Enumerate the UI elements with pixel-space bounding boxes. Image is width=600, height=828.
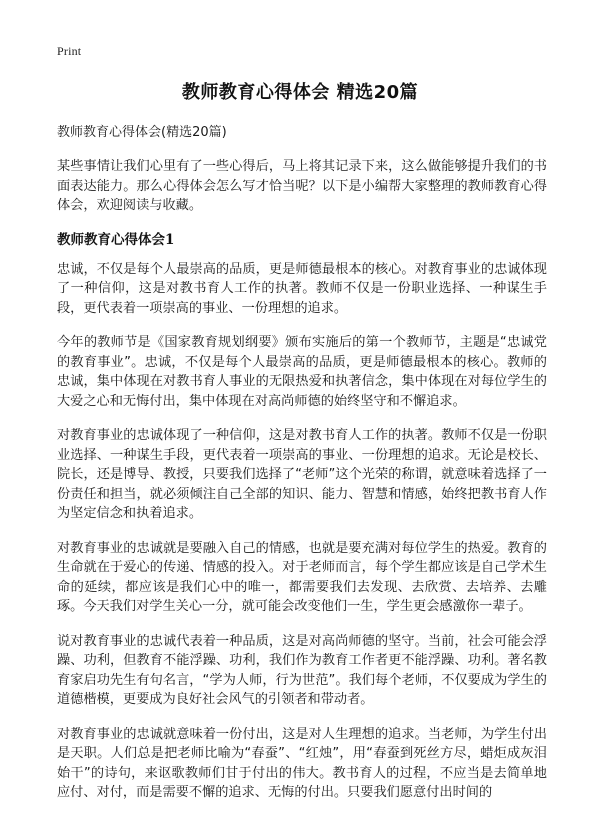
article-body (57, 124, 547, 818)
article-subtitle: 教师教育心得体会(精选20篇) (57, 125, 227, 140)
intro-paragraph: 某些事情让我们心里有了一些心得后，马上将其记录下来，这么做能够提升我们的书面表达能力。那么心得体会怎么写才恰当呢？以下是小编帮大家整理的教师教育心得体会，欢迎阅读与收藏。 (57, 159, 547, 213)
section-heading: 教师教育心得体会1 (57, 231, 175, 248)
page-title: 教师教育心得体会 精选20篇 (181, 82, 419, 103)
body-paragraph: 对教育事业的忠诚就是要融入自己的情感，也就是要充满对每位学生的热爱。教育的生命就在于爱心的传递、情感的投入。对于老师而言，每个学生都应该是自己学术生命的延续，都应该是我们心中的唯一，都需要我们去发现、去欣赏、去培养、去雕琢。今天我们对学生关心一分，就可能会改变他们一生，学生更会感激你一辈子。 (57, 540, 547, 614)
body-paragraph: 忠诚，不仅是每个人最崇高的品质，更是师德最根本的核心。对教育事业的忠诚体现了一种信仰，这是对教书育人工作的执著。教师不仅是一份职业选择、一种谋生手段，更代表着一项崇高的事业、一份理想的追求。 (57, 261, 547, 316)
body-paragraph: 今年的教师节是《国家教育规划纲要》颁布实施后的第一个教师节，主题是“忠诚党的教育事业”。忠诚，不仅是每个人最崇高的品质，更是师德最根本的核心。教师的忠诚，集中体现在对教书育人事业的无限热爱和执著信念，集中体现在对每位学生的大爱之心和无悔付出，集中体现在对高尚师德的始终坚守和不懈追求。 (57, 335, 547, 409)
body-paragraph: 说对教育事业的忠诚代表着一种品质，这是对高尚师德的坚守。当前，社会可能会浮躁、功利，但教育不能浮躁、功利，我们作为教育工作者更不能浮躁、功利。著名教育家启功先生有句名言，“学为人师，行为世范”。我们每个老师，不仅要成为学生的道德楷模，更要成为良好社会风气的引领者和带动者。 (57, 633, 547, 707)
print-label[interactable]: Print (57, 44, 82, 58)
body-paragraph: 对教育事业的忠诚就意味着一份付出，这是对人生理想的追求。当老师，为学生付出是天职。人们总是把老师比喻为“春蚕”、“红烛”，用“春蚕到死丝方尽，蜡炬成灰泪始干”的诗句，来讴歌教师们甘于付出的伟大。教书育人的过程，不应当是去简单地应付、对付，而是需要不懈的追求、无悔的付出。只要我们愿意付出时间的 (57, 726, 547, 800)
body-paragraph: 对教育事业的忠诚体现了一种信仰，这是对教书育人工作的执著。教师不仅是一份职业选择、一种谋生手段，更代表着一项崇高的事业、一份理想的追求。无论是校长、院长，还是博导、教授，只要我们选择了“老师”这个光荣的称谓，就意味着选择了一份责任和担当，就必须倾注自己全部的知识、能力、智慧和情感，始终把教书育人作为坚定信念和执着追求。 (57, 428, 547, 521)
